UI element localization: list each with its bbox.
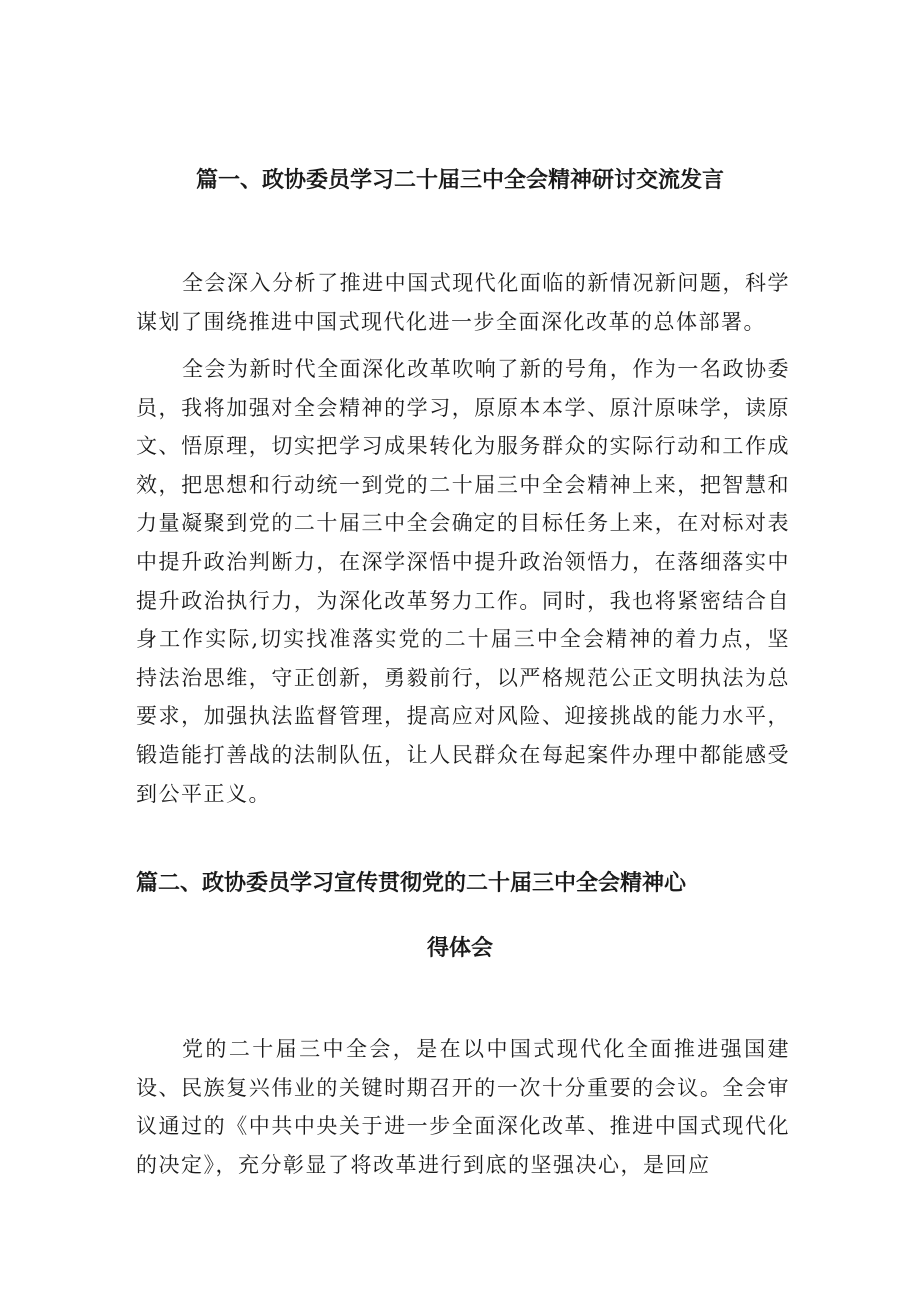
section-1-title: 篇一、政协委员学习二十届三中全会精神研讨交流发言 xyxy=(195,168,724,193)
section-2-title-line-1: 篇二、政协委员学习宣传贯彻党的二十届三中全会精神心 xyxy=(136,871,687,896)
section-1-paragraph-2: 全会为新时代全面深化改革吹响了新的号角，作为一名政协委员，我将加强对全会精神的学习，原原本本学、原汁原味学，读原文、悟原理，切实把学习成果转化为服务群众的实际行动和工作成效，把思想和行动统一到党的二十届三中全会精神上来，把智慧和力量凝聚到党的二十届三中全会确定的目标任务上来，在对标对表中提升政治判断力，在深学深悟中提升政治领悟力，在落细落实中提升政治执行力，为深化改革努力工作。同时，我也将紧密结合自身工作实际,切实找准落实党的二十届三中全会精神的着力点，坚持法治思维，守正创新，勇毅前行，以严格规范公正文明执法为总要求，加强执法监督管理，提高应对风险、迎接挑战的能力水平，锻造能打善战的法制队伍，让人民群众在每起案件办理中都能感受到公平正义。 xyxy=(136,357,790,806)
section-2-paragraph-1: 党的二十届三中全会，是在以中国式现代化全面推进强国建设、民族复兴伟业的关键时期召开的一次十分重要的会议。全会审议通过的《中共中央关于进一步全面深化改革、推进中国式现代化的决定》，充分彰显了将改革进行到底的坚强决心，是回应 xyxy=(136,1037,790,1177)
section-1-paragraph-1: 全会深入分析了推进中国式现代化面临的新情况新问题，科学谋划了围绕推进中国式现代化进一步全面深化改革的总体部署。 xyxy=(136,271,790,334)
section-2-title-line-2: 得体会 xyxy=(426,936,493,961)
